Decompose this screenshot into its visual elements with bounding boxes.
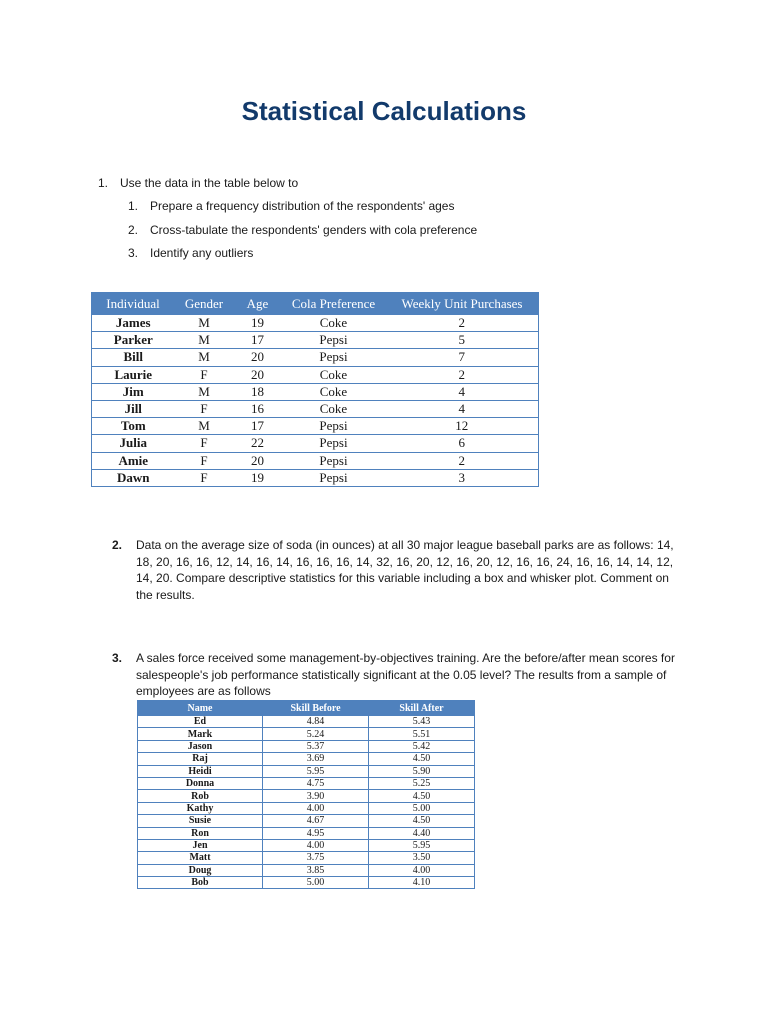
column-header: Weekly Unit Purchases: [386, 293, 539, 315]
table-cell: 4.84: [263, 716, 369, 728]
table-cell: Coke: [282, 383, 386, 400]
table-cell: 5.51: [369, 728, 475, 740]
task-text: Prepare a frequency distribution of the respondents' ages: [150, 199, 455, 213]
table-cell: 5.00: [263, 877, 369, 889]
table-row: [92, 349, 539, 366]
table-cell: 20: [234, 366, 282, 383]
table-cell: Pepsi: [282, 418, 386, 435]
table-cell: 4.67: [263, 815, 369, 827]
table-cell: Pepsi: [282, 332, 386, 349]
table-cell: 5.37: [263, 740, 369, 752]
table-row: [92, 332, 539, 349]
table-cell: Coke: [282, 400, 386, 417]
table-cell: 2: [386, 315, 539, 332]
table-cell: 2: [386, 366, 539, 383]
table-row: [138, 790, 475, 802]
table-cell: 5.43: [369, 716, 475, 728]
table-row: [92, 435, 539, 452]
table-row: [138, 815, 475, 827]
table-cell: Bob: [138, 877, 263, 889]
task-number: 1.: [128, 199, 139, 213]
question-1-intro-text: Use the data in the table below to: [120, 176, 299, 190]
table-row: [92, 469, 539, 486]
question-3: [112, 650, 682, 700]
table-row: [92, 452, 539, 469]
respondents-table: [91, 292, 539, 487]
column-header: Age: [234, 293, 282, 315]
table-cell: Ed: [138, 716, 263, 728]
table-cell: 4: [386, 383, 539, 400]
table-cell: 5.90: [369, 765, 475, 777]
question-3-text: A sales force received some management-by-objectives training. Are the before/after mean scores for salespeople's job performance statistically significant at the 0.05 level? The results from a sample of employees are as follows: [136, 651, 675, 698]
table-cell: M: [175, 315, 234, 332]
table-cell: Coke: [282, 315, 386, 332]
table-cell: 19: [234, 315, 282, 332]
task-item: [128, 199, 477, 223]
table-row: [138, 839, 475, 851]
table-cell: Pepsi: [282, 349, 386, 366]
table-cell: Rob: [138, 790, 263, 802]
task-number: 2.: [128, 222, 139, 237]
table-cell: M: [175, 349, 234, 366]
column-header: Individual: [92, 293, 175, 315]
table-cell: 4.50: [369, 790, 475, 802]
table-cell: 4.00: [263, 839, 369, 851]
table-cell: 4.40: [369, 827, 475, 839]
table-row: [92, 383, 539, 400]
question-3-number: 3.: [112, 651, 123, 665]
table-cell: Jill: [92, 400, 175, 417]
table-cell: Kathy: [138, 802, 263, 814]
table-row: [138, 852, 475, 864]
task-number: 3.: [128, 246, 139, 260]
column-header: Skill After: [369, 701, 475, 716]
table-row: [138, 777, 475, 789]
table-cell: Jen: [138, 839, 263, 851]
table-cell: Mark: [138, 728, 263, 740]
table-row: [138, 827, 475, 839]
table-cell: 3.85: [263, 864, 369, 876]
table-cell: M: [175, 383, 234, 400]
table-cell: M: [175, 332, 234, 349]
table-row: [138, 728, 475, 740]
task-text: Cross-tabulate the respondents' genders with cola preference: [150, 222, 478, 237]
page-title: Statistical Calculations: [241, 96, 527, 126]
question-1-number: 1.: [98, 176, 109, 190]
table-cell: 5.24: [263, 728, 369, 740]
column-header: Gender: [175, 293, 234, 315]
question-2: [112, 537, 682, 603]
table-cell: 5.95: [369, 839, 475, 851]
table-row: [92, 418, 539, 435]
table-cell: 3.69: [263, 753, 369, 765]
table-cell: F: [175, 366, 234, 383]
table-cell: 12: [386, 418, 539, 435]
table-row: [138, 716, 475, 728]
table-row: [138, 864, 475, 876]
table-row: [92, 400, 539, 417]
table-cell: Matt: [138, 852, 263, 864]
column-header: Skill Before: [263, 701, 369, 716]
table-cell: 17: [234, 332, 282, 349]
table-cell: F: [175, 435, 234, 452]
table-cell: 3.50: [369, 852, 475, 864]
table-cell: Susie: [138, 815, 263, 827]
table-cell: 4: [386, 400, 539, 417]
table-cell: Coke: [282, 366, 386, 383]
table-cell: F: [175, 469, 234, 486]
table-cell: Amie: [92, 452, 175, 469]
table-row: [138, 740, 475, 752]
column-header: Cola Preference: [282, 293, 386, 315]
table-cell: 4.00: [263, 802, 369, 814]
table-cell: 20: [234, 349, 282, 366]
table-cell: Doug: [138, 864, 263, 876]
question-2-number: 2.: [112, 538, 123, 552]
table-cell: 5.42: [369, 740, 475, 752]
table-cell: 5.95: [263, 765, 369, 777]
table-cell: Parker: [92, 332, 175, 349]
table-row: [92, 366, 539, 383]
table-cell: Jason: [138, 740, 263, 752]
column-header: Name: [138, 701, 263, 716]
table-row: [138, 753, 475, 765]
table-cell: 4.50: [369, 815, 475, 827]
skill-scores-table: [137, 700, 475, 889]
table-cell: 5.25: [369, 777, 475, 789]
table-cell: 4.10: [369, 877, 475, 889]
table-header-row: [138, 701, 475, 716]
table-header-row: [92, 293, 539, 315]
table-cell: 19: [234, 469, 282, 486]
table-row: [138, 765, 475, 777]
table-cell: Pepsi: [282, 452, 386, 469]
table-cell: M: [175, 418, 234, 435]
table-cell: 4.95: [263, 827, 369, 839]
table-cell: 5.00: [369, 802, 475, 814]
table-cell: 17: [234, 418, 282, 435]
table-cell: Heidi: [138, 765, 263, 777]
task-item: [128, 246, 477, 270]
table-cell: 6: [386, 435, 539, 452]
table-cell: Tom: [92, 418, 175, 435]
question-1-task-list: [128, 199, 477, 270]
table-cell: F: [175, 400, 234, 417]
table-cell: Pepsi: [282, 469, 386, 486]
question-2-text: Data on the average size of soda (in ounces) at all 30 major league baseball parks are as follows: 14, 18, 20, 16, 16, 12, 14, 16, 14, 16, 16, 16, 14, 32, 16, 20, 12, 16, 20, 12, 16, 16, 24, 16, 16, 14, 14, 12, 14, 20. Compare descriptive statistics for this variable including a box and whisker plot. Comment on the results.: [136, 538, 674, 602]
table-cell: Julia: [92, 435, 175, 452]
task-item: [128, 223, 477, 247]
table-cell: Ron: [138, 827, 263, 839]
table-cell: 22: [234, 435, 282, 452]
task-text: Identify any outliers: [150, 246, 254, 260]
table-cell: Bill: [92, 349, 175, 366]
table-cell: 7: [386, 349, 539, 366]
table-cell: 18: [234, 383, 282, 400]
table-cell: 5: [386, 332, 539, 349]
table-cell: F: [175, 452, 234, 469]
table-cell: 4.50: [369, 753, 475, 765]
table-cell: Donna: [138, 777, 263, 789]
table-cell: 20: [234, 452, 282, 469]
table-cell: 16: [234, 400, 282, 417]
table-row: [138, 877, 475, 889]
table-cell: Pepsi: [282, 435, 386, 452]
table-cell: Dawn: [92, 469, 175, 486]
table-cell: Jim: [92, 383, 175, 400]
table-row: [138, 802, 475, 814]
table-row: [92, 315, 539, 332]
table-cell: Raj: [138, 753, 263, 765]
table-cell: James: [92, 315, 175, 332]
table-cell: 3.75: [263, 852, 369, 864]
table-cell: 4.00: [369, 864, 475, 876]
table-cell: 3: [386, 469, 539, 486]
table-cell: 4.75: [263, 777, 369, 789]
table-cell: 3.90: [263, 790, 369, 802]
table-cell: 2: [386, 452, 539, 469]
table-cell: Laurie: [92, 366, 175, 383]
question-1-intro: [98, 176, 298, 190]
